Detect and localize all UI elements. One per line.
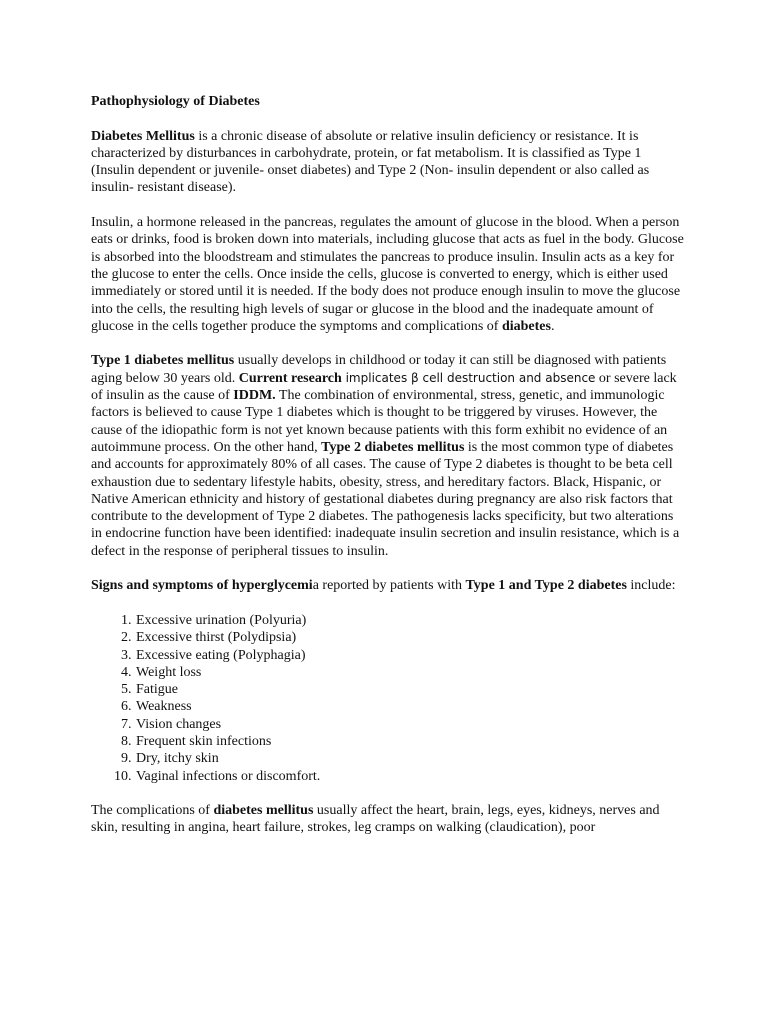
list-item: 4. Weight loss — [135, 664, 687, 681]
paragraph-text-mono: implicates β cell destruction and absence — [341, 370, 596, 385]
term-diabetes: diabetes — [501, 318, 551, 334]
paragraph-text: is the most common type of diabetes and accounts for approximately 80% of all cases. The cause of Type 2 diabetes is thought to be beta cell exhaustion due to sedentary lifestyle habits, obesity, stress, and hereditary factors. Black, Hispanic, or Native American ethnicity and history of gestational diabetes during pregnancy are also risk factors that contribute to the development of Type 2 diabetes. The pathogenesis lacks specificity, but two alterations in endocrine function have been identified: inadequate insulin secretion and insulin resistance, which is a defect in the response of peripheral tissues to insulin. — [91, 439, 680, 559]
list-item: 7. Vision changes — [135, 716, 687, 733]
paragraph-text: is a chronic disease of absolute or relative insulin deficiency or resistance. It is characterized by disturbances in carbohydrate, protein, or fat metabolism. It is classified as Type 1 (Insulin dependent or juvenile- onset diabetes) and Type 2 (Non- insulin dependent or also called as insulin- resistant disease). — [91, 128, 650, 196]
paragraph-text: usually affect the heart, brain, legs, eyes, kidneys, nerves and skin, resulting in angina, heart failure, strokes, leg cramps on walking (claudication), poor — [91, 803, 660, 836]
term-type2: Type 2 diabetes mellitus — [321, 439, 465, 455]
paragraph-text: a reported by patients with — [312, 578, 466, 594]
term-current-research: Current research — [238, 370, 342, 386]
paragraph-insulin — [91, 214, 687, 335]
list-item: 2. Excessive thirst (Polydipsia) — [135, 629, 687, 646]
list-item: 5. Fatigue — [135, 681, 687, 698]
paragraph-text: The complications of — [91, 803, 214, 819]
list-item: 3. Excessive eating (Polyphagia) — [135, 647, 687, 664]
paragraph-definition — [91, 128, 687, 197]
list-item: 10. Vaginal infections or discomfort. — [135, 768, 687, 785]
term-diabetes-mellitus: Diabetes Mellitus — [91, 128, 195, 144]
paragraph-complications — [91, 802, 687, 837]
paragraph-text-end: . — [550, 318, 555, 334]
list-item: 8. Frequent skin infections — [135, 733, 687, 750]
symptoms-list — [91, 612, 687, 785]
term-diabetes-mellitus-complications: diabetes mellitus — [213, 803, 314, 819]
paragraph-text: The combination of environmental, stress, genetic, and immunologic factors is believed to cause Type 1 diabetes which is thought to be triggered by viruses. However, the cause of the idiopathic form is not yet known because patients with this form exhibit no evidence of an autoimmune process. On the other hand, — [91, 388, 668, 455]
paragraph-text: Insulin, a hormone released in the pancreas, regulates the amount of glucose in the blood. When a person eats or drinks, food is broken down into materials, including glucose that acts as fuel in the body. Glucose is absorbed into the bloodstream and stimulates the pancreas to produce insulin. Insulin acts as a key for the glucose to enter the cells. Once inside the cells, glucose is converted to energy, which is either used immediately or stored until it is needed. If the body does not produce enough insulin to move the glucose into the cells, the resulting high levels of sugar or glucose in the blood and the inadequate amount of glucose in the cells together produce the symptoms and complications of — [91, 215, 684, 334]
term-iddm: IDDM. — [233, 388, 276, 404]
paragraph-types — [91, 352, 687, 560]
term-type1: Type 1 diabetes mellitus — [91, 353, 235, 369]
document-title: Pathophysiology of Diabetes — [91, 94, 260, 109]
paragraph-text: or severe lack of insulin as the cause of — [91, 370, 677, 404]
list-item: 6. Weakness — [135, 698, 687, 715]
list-item: 1. Excessive urination (Polyuria) — [135, 612, 687, 629]
paragraph-text: include: — [626, 578, 676, 594]
paragraph-text: usually develops in childhood or today it can still be diagnosed with patients aging below 30 years old. — [91, 353, 667, 386]
document-page — [91, 93, 687, 854]
term-type1-type2: Type 1 and Type 2 diabetes — [465, 578, 627, 594]
list-item: 9. Dry, itchy skin — [135, 750, 687, 767]
paragraph-symptoms-intro — [91, 577, 687, 594]
term-signs-symptoms: Signs and symptoms of hyperglycemi — [91, 578, 313, 594]
